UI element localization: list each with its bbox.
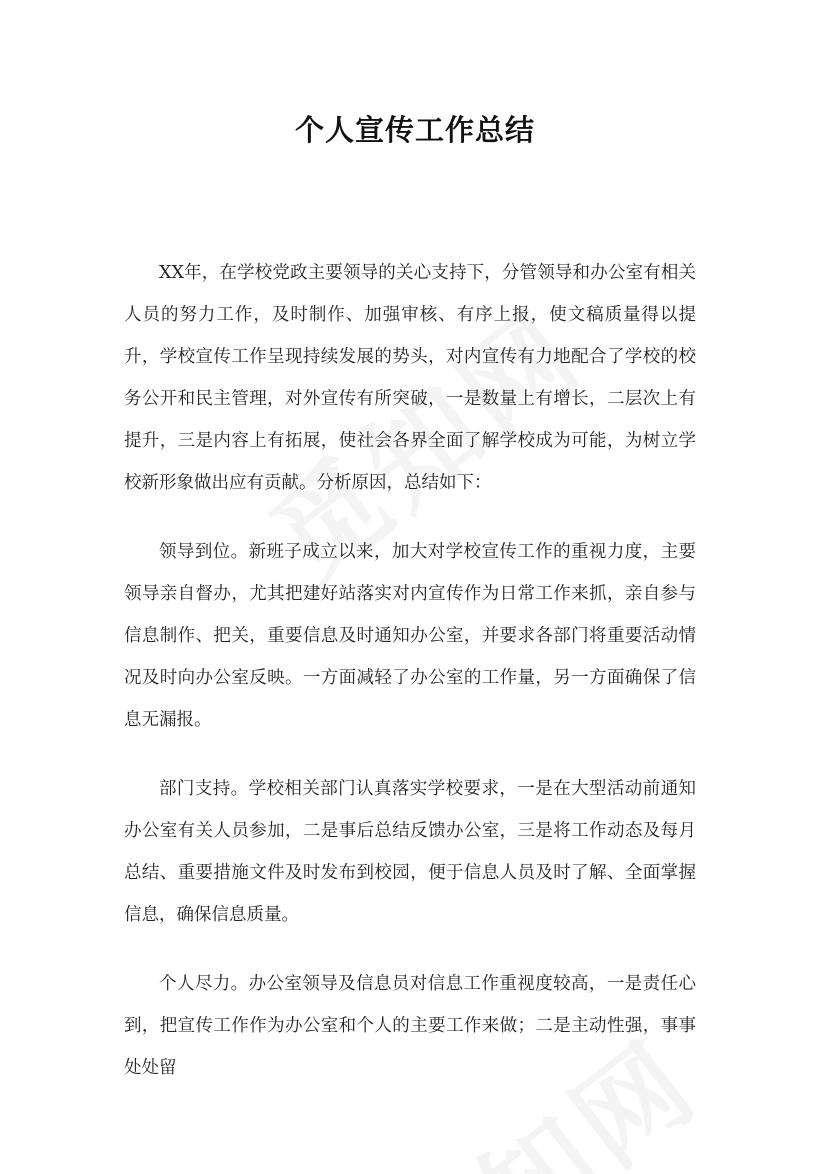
document-body <box>124 252 696 1116</box>
paragraph-intro: XX年，在学校党政主要领导的关心支持下，分管领导和办公室有相关人员的努力工作，及时制作、加强审核、有序上报，使文稿质量得以提升，学校宣传工作呈现持续发展的势头，对内宣传有力地配合了学校的校务公开和民主管理，对外宣传有所突破，一是数量上有增长，二层次上有提升，三是内容上有拓展，使社会各界全面了解学校成为可能，为树立学校新形象做出应有贡献。分析原因，总结如下： <box>124 263 696 493</box>
paragraph-department-support: 部门支持。学校相关部门认真落实学校要求，一是在大型活动前通知办公室有关人员参加，二是事后总结反馈办公室，三是将工作动态及每月总结、重要措施文件及时发布到校园，便于信息人员及时了解、全面掌握信息，确保信息质量。 <box>124 779 696 925</box>
paragraph-leadership: 领导到位。新班子成立以来，加大对学校宣传工作的重视力度，主要领导亲自督办，尤其把建好站落实对内宣传作为日常工作来抓，亲自参与信息制作、把关，重要信息及时通知办公室，并要求各部门将重要活动情况及时向办公室反映。一方面减轻了办公室的工作量，另一方面确保了信息无漏报。 <box>124 542 696 730</box>
document-title: 个人宣传工作总结 <box>294 113 535 147</box>
paragraph-personal-effort: 个人尽力。办公室领导及信息员对信息工作重视度较高，一是责任心到，把宣传工作作为办公室和个人的主要工作来做；二是主动性强，事事处处留 <box>124 974 696 1078</box>
